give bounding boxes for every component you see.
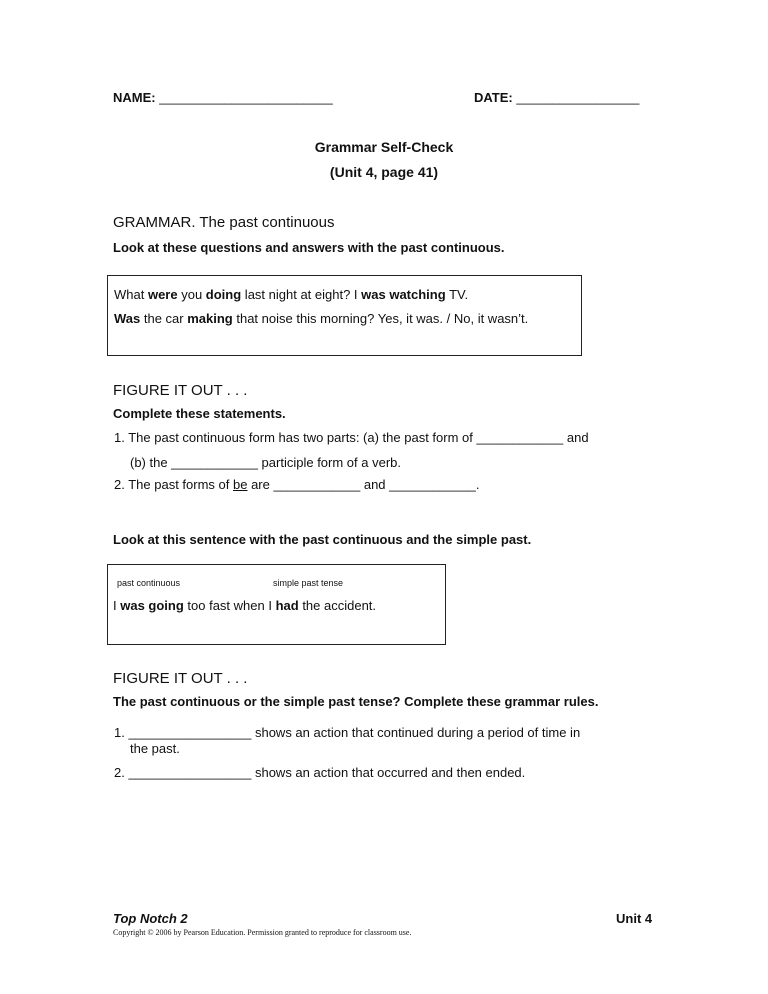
statement-1-line-1: 1. The past continuous form has two parts: (a) the past form of ____________ and xyxy=(114,430,589,445)
bold-text: was going xyxy=(120,598,184,613)
bold-text: Was xyxy=(114,311,141,326)
text: What xyxy=(114,287,148,302)
figure-heading-2: FIGURE IT OUT . . . xyxy=(113,670,248,687)
bold-text: was watching xyxy=(361,287,446,302)
figure-heading-1: FIGURE IT OUT . . . xyxy=(113,382,248,399)
example-line-2 xyxy=(114,311,528,326)
footer-book-title: Top Notch 2 xyxy=(113,911,188,926)
date-label: DATE: xyxy=(474,90,513,105)
grammar-heading-text: GRAMMAR. The past continuous xyxy=(113,214,335,231)
text: that noise this morning? Yes, it was. / No, it wasn’t. xyxy=(232,311,529,326)
bold-text: making xyxy=(187,311,233,326)
rule-2: 2. _________________ shows an action that occurred and then ended. xyxy=(114,765,526,780)
text: I xyxy=(113,598,121,613)
name-blank: ________________________ xyxy=(159,90,333,105)
figure-instruction-2: The past continuous or the simple past tense? Complete these grammar rules. xyxy=(113,694,599,709)
text: TV. xyxy=(445,287,469,302)
grammar-heading xyxy=(113,214,334,231)
text: you xyxy=(177,287,206,302)
examples-box xyxy=(107,275,582,356)
bold-text: were xyxy=(147,287,178,302)
footer-unit: Unit 4 xyxy=(616,911,653,926)
statement-2 xyxy=(114,477,480,492)
bold-text: doing xyxy=(205,287,242,302)
text: are ____________ and ____________. xyxy=(247,477,480,492)
text: the accident. xyxy=(298,598,377,613)
rule-1-line-1: 1. _________________ shows an action that continued during a period of time in xyxy=(114,725,581,740)
bold-text: had xyxy=(275,598,299,613)
sentence-box xyxy=(107,564,446,645)
text: 2. The past forms of xyxy=(114,477,233,492)
footer-copyright: Copyright © 2006 by Pearson Education. Permission granted to reproduce for classroom use. xyxy=(113,928,412,937)
sentence-instruction: Look at this sentence with the past continuous and the simple past. xyxy=(113,532,532,547)
example-line-1 xyxy=(114,287,468,302)
figure-instruction-1: Complete these statements. xyxy=(113,406,286,421)
text: the car xyxy=(140,311,188,326)
name-field xyxy=(113,90,333,105)
example-sentence xyxy=(113,598,376,613)
label-past-continuous: past continuous xyxy=(117,578,181,588)
date-blank: _________________ xyxy=(516,90,640,105)
text: too fast when I xyxy=(183,598,276,613)
page-title: Grammar Self-Check xyxy=(314,139,454,155)
text: last night at eight? I xyxy=(241,287,362,302)
rule-1-line-2: the past. xyxy=(130,741,180,756)
label-simple-past: simple past tense xyxy=(273,578,344,588)
statement-1-line-2: (b) the ____________ participle form of a verb. xyxy=(130,455,402,470)
underlined-text: be xyxy=(232,477,248,492)
page-subtitle: (Unit 4, page 41) xyxy=(329,164,439,180)
grammar-instruction: Look at these questions and answers with the past continuous. xyxy=(113,240,505,255)
name-label: NAME: xyxy=(113,90,156,105)
date-field xyxy=(474,90,639,105)
